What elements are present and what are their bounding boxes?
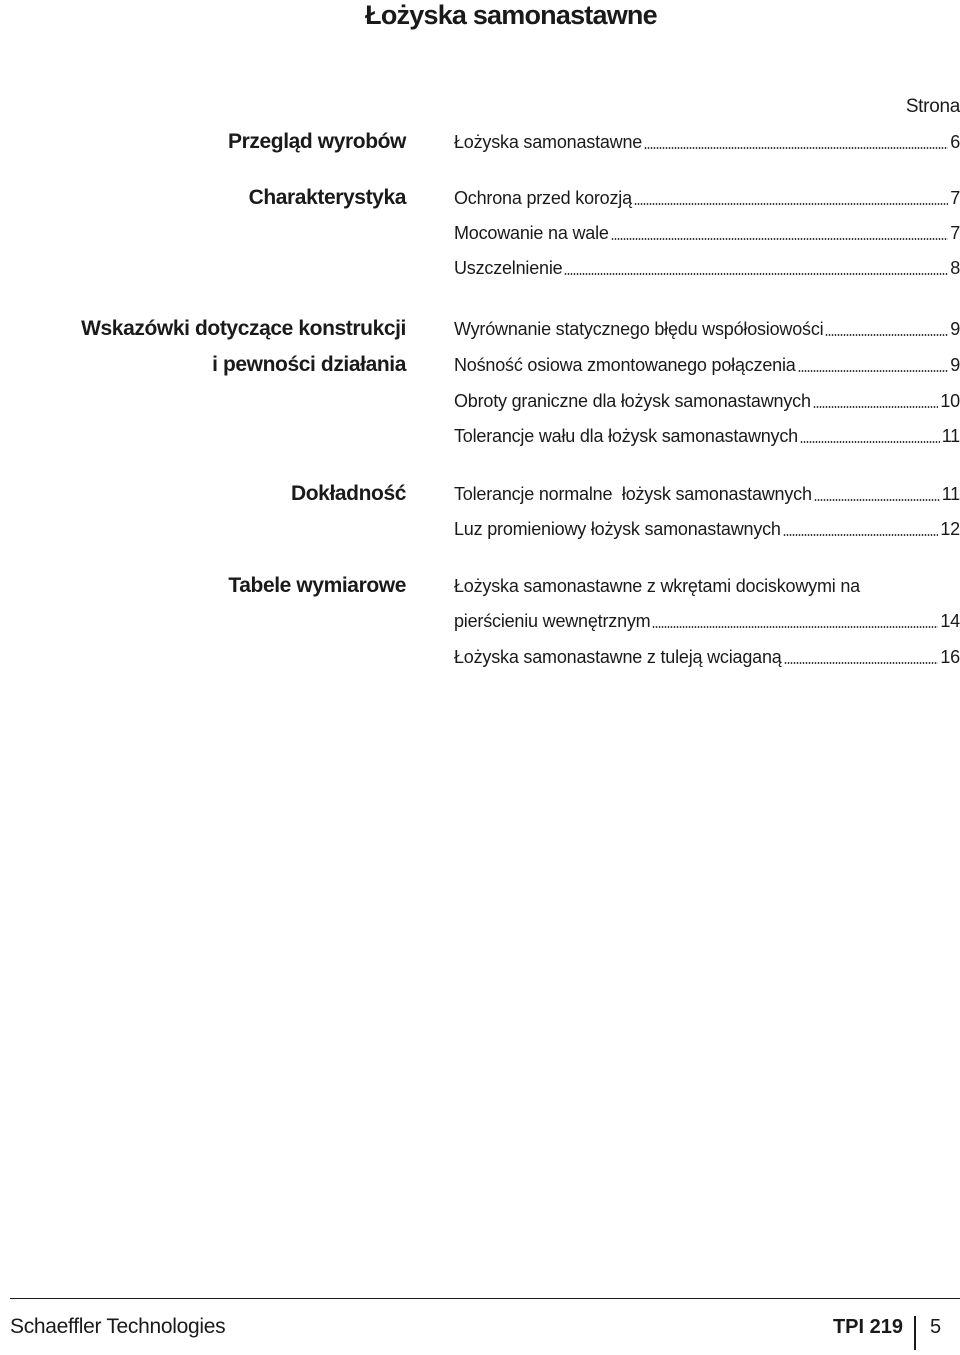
- footer-document-code: TPI 219: [832, 1316, 903, 1338]
- section-heading-wskazowki-line1: Wskazówki dotyczące konstrukcji: [81, 317, 406, 340]
- dot-leader: [800, 441, 940, 443]
- page-title: Łożyska samonastawne: [365, 0, 657, 30]
- toc-entry-text: Obroty graniczne dla łożysk samonastawnych: [454, 391, 811, 411]
- toc-entry[interactable]: [454, 483, 960, 505]
- toc-entry-text: Wyrównanie statycznego błędu współosiowości: [454, 319, 824, 339]
- section-heading-wskazowki-line2: i pewności działania: [212, 353, 406, 376]
- toc-entry-text: Łożyska samonastawne: [454, 132, 643, 152]
- toc-entry[interactable]: [454, 646, 960, 668]
- toc-entry-page: 10: [940, 391, 960, 411]
- dot-leader: [813, 406, 939, 408]
- toc-entry-page: 11: [941, 484, 960, 504]
- dot-leader: [783, 534, 939, 536]
- page-column-label: Strona: [905, 96, 960, 117]
- toc-entry-text: Łożyska samonastawne z tuleją wciaganą: [454, 647, 782, 667]
- toc-entry[interactable]: [454, 131, 960, 153]
- dot-leader: [564, 273, 948, 275]
- section-heading-przeglad: Przegląd wyrobów: [228, 130, 406, 153]
- toc-entry[interactable]: [454, 518, 960, 540]
- toc-entry-page: 9: [950, 319, 960, 339]
- toc-entry-text-line2: pierścieniu wewnętrznym: [454, 611, 651, 631]
- toc-entry[interactable]: [454, 575, 960, 632]
- toc-entry-page: 9: [950, 355, 960, 375]
- dot-leader: [784, 662, 939, 664]
- toc-entry[interactable]: [454, 425, 960, 447]
- footer-separator: [914, 1316, 916, 1350]
- toc-entry-text: Uszczelnienie: [454, 258, 563, 278]
- toc-entry-page: 11: [941, 426, 960, 446]
- toc-entry-text: Tolerancje wału dla łożysk samonastawnych: [454, 426, 798, 446]
- toc-entry-page: 16: [940, 647, 960, 667]
- toc-entry[interactable]: [454, 222, 960, 244]
- section-heading-tabele: Tabele wymiarowe: [228, 574, 406, 597]
- toc-entry-text: Mocowanie na wale: [454, 223, 609, 243]
- toc-entry-page: 8: [950, 258, 960, 278]
- dot-leader: [644, 147, 948, 149]
- toc-entry-page: 14: [940, 611, 960, 631]
- section-heading-charakterystyka: Charakterystyka: [248, 186, 406, 209]
- section-heading-dokladnosc: Dokładność: [290, 482, 406, 505]
- toc-entry-text: Nośność osiowa zmontowanego połączenia: [454, 355, 796, 375]
- footer-rule: [10, 1298, 960, 1299]
- toc-entry[interactable]: [454, 257, 960, 279]
- toc-entry-text: Luz promieniowy łożysk samonastawnych: [454, 519, 781, 539]
- toc-entry[interactable]: [454, 354, 960, 376]
- footer-page-number: 5: [930, 1316, 942, 1338]
- toc-entry-page: 7: [950, 223, 960, 243]
- toc-entry-text: Ochrona przed korozją: [454, 188, 632, 208]
- dot-leader: [611, 238, 948, 240]
- footer-company-name: Schaeffler Technologies: [10, 1315, 226, 1338]
- toc-entry-page: 6: [950, 132, 960, 152]
- toc-entry[interactable]: [454, 390, 960, 412]
- dot-leader: [825, 334, 948, 336]
- toc-entry[interactable]: [454, 187, 960, 209]
- dot-leader: [798, 370, 949, 372]
- dot-leader: [652, 626, 938, 628]
- dot-leader: [634, 203, 948, 205]
- toc-entry-page: 12: [940, 519, 960, 539]
- toc-entry-text: Tolerancje normalne łożysk samonastawnych: [454, 484, 812, 504]
- dot-leader: [814, 499, 940, 501]
- toc-entry-page: 7: [950, 188, 960, 208]
- toc-entry-text-line1: Łożyska samonastawne z wkrętami dociskowymi na: [454, 576, 860, 596]
- toc-entry[interactable]: [454, 318, 960, 340]
